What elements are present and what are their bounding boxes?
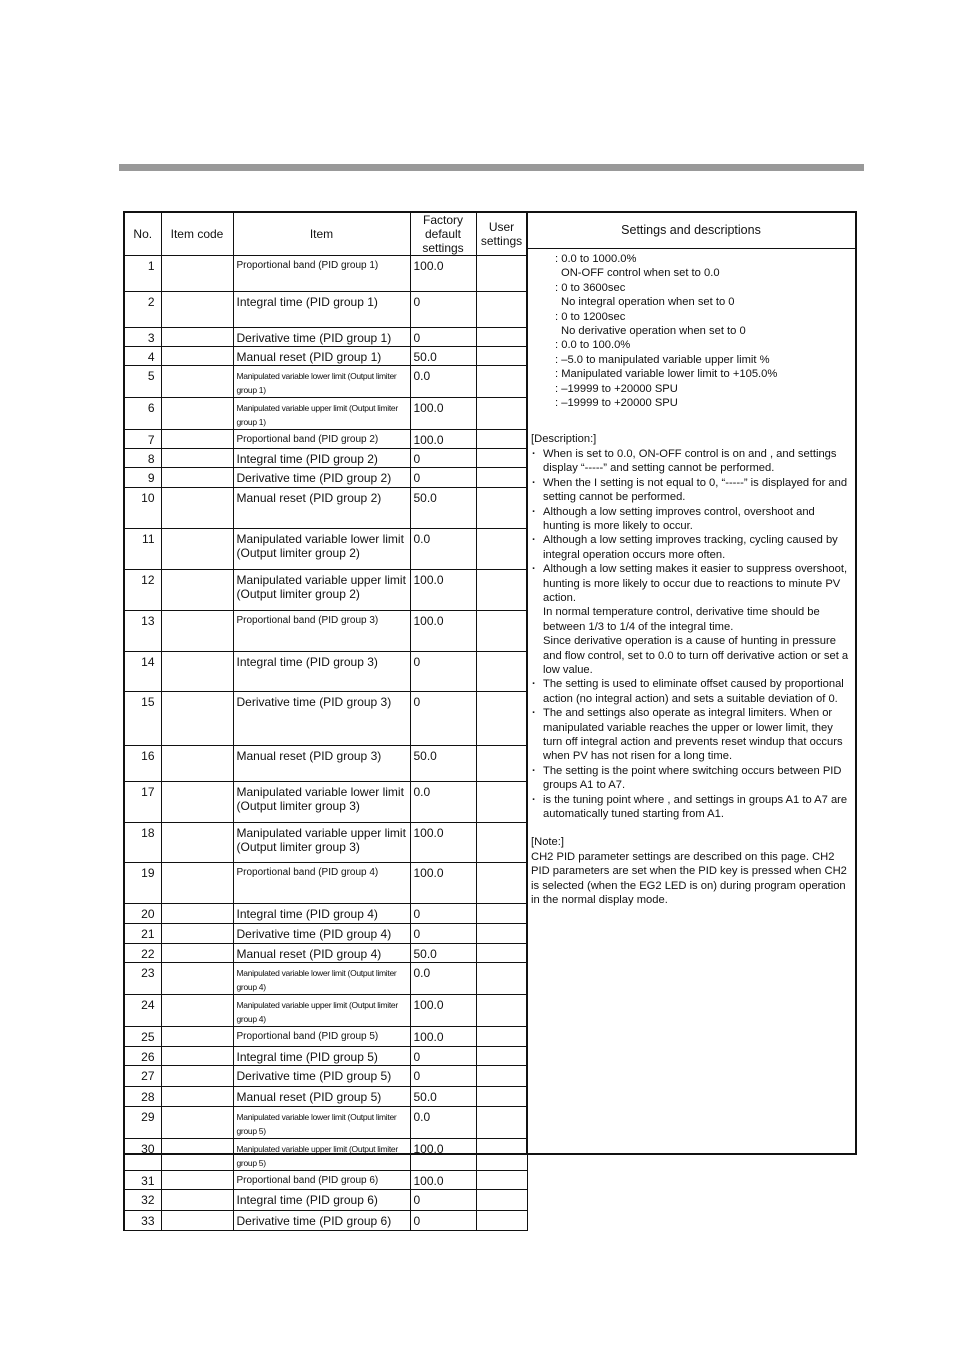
- row-number: 24: [124, 995, 161, 1027]
- description-item: · The setting is used to eliminate offset caused by proportional action (no integral action) and sets a suitable deviation of 0.: [531, 677, 855, 706]
- description-item: · When the I setting is not equal to 0, “-----” is displayed for and setting cannot be performed.: [531, 476, 855, 505]
- parameter-table: [123, 211, 528, 1231]
- row-number: 9: [124, 468, 161, 488]
- table-row: [124, 430, 527, 449]
- note-label: [Note:]: [531, 836, 564, 849]
- item-code-cell: [161, 328, 233, 347]
- factory-default-cell: 100.0: [410, 430, 476, 449]
- item-code-cell: [161, 1211, 233, 1231]
- item-code-cell: [161, 1139, 233, 1171]
- user-settings-cell: [476, 1139, 527, 1171]
- row-number: 1: [124, 256, 161, 292]
- range-line: : 0 to 1200sec: [555, 310, 626, 323]
- row-number: 3: [124, 328, 161, 347]
- user-settings-cell: [476, 746, 527, 782]
- item-cell: Proportional band (PID group 6): [233, 1171, 410, 1190]
- user-settings-cell: [476, 468, 527, 488]
- item-cell: Manipulated variable lower limit (Output limiter group 1): [233, 366, 410, 398]
- item-code-cell: [161, 1171, 233, 1190]
- user-settings-cell: [476, 1190, 527, 1211]
- row-number: 7: [124, 430, 161, 449]
- item-code-cell: [161, 430, 233, 449]
- user-settings-cell: [476, 449, 527, 468]
- factory-default-cell: 0.0: [410, 366, 476, 398]
- row-number: 30: [124, 1139, 161, 1171]
- table-row: [124, 292, 527, 328]
- factory-default-cell: 100.0: [410, 611, 476, 652]
- row-number: 10: [124, 488, 161, 529]
- description-block: [527, 432, 855, 907]
- range-line: No derivative operation when set to 0: [561, 325, 746, 338]
- item-code-cell: [161, 570, 233, 611]
- factory-default-cell: 0: [410, 652, 476, 692]
- table-row: [124, 328, 527, 347]
- table-row: [124, 1087, 527, 1107]
- table-header-row: [124, 212, 527, 256]
- description-continuation: Since derivative operation is a cause of hunting in pressure and flow control, set to 0.0 to turn off derivative action or set a low value.: [543, 635, 849, 676]
- item-cell: Proportional band (PID group 4): [233, 863, 410, 904]
- item-cell: Integral time (PID group 5): [233, 1047, 410, 1066]
- setting-ranges: [527, 249, 855, 410]
- item-cell: Integral time (PID group 2): [233, 449, 410, 468]
- row-number: 21: [124, 924, 161, 944]
- description-label: [Description:]: [531, 433, 597, 446]
- item-code-cell: [161, 823, 233, 863]
- description-item: · Although a low setting makes it easier to suppress overshoot, hunting is more likely to occur due to reactions to minute PV action.: [531, 562, 855, 605]
- item-code-cell: [161, 398, 233, 430]
- item-code-cell: [161, 995, 233, 1027]
- row-number: 5: [124, 366, 161, 398]
- item-cell: Manual reset (PID group 3): [233, 746, 410, 782]
- item-cell: Derivative time (PID group 4): [233, 924, 410, 944]
- description-item: · Although a low setting improves tracking, cycling caused by integral operation occurs more often.: [531, 533, 855, 562]
- item-code-cell: [161, 347, 233, 366]
- user-settings-cell: [476, 366, 527, 398]
- factory-default-cell: 0: [410, 924, 476, 944]
- range-line: : Manipulated variable lower limit to +105.0%: [555, 368, 778, 381]
- factory-default-cell: 100.0: [410, 863, 476, 904]
- description-item: · is the tuning point where , and settings in groups A1 to A7 are automatically tuned starting from A1.: [531, 793, 855, 822]
- table-row: [124, 366, 527, 398]
- factory-default-cell: 50.0: [410, 746, 476, 782]
- range-line: : 0.0 to 1000.0%: [555, 253, 637, 265]
- table-row: [124, 904, 527, 924]
- range-line: : –5.0 to manipulated variable upper limit %: [555, 353, 770, 366]
- table-row: [124, 746, 527, 782]
- item-cell: Derivative time (PID group 3): [233, 692, 410, 746]
- row-number: 4: [124, 347, 161, 366]
- range-line: : 0 to 3600sec: [555, 281, 626, 294]
- row-number: 28: [124, 1087, 161, 1107]
- user-settings-cell: [476, 1047, 527, 1066]
- table-row: [124, 944, 527, 963]
- table-row: [124, 347, 527, 366]
- item-code-cell: [161, 1107, 233, 1139]
- row-number: 13: [124, 611, 161, 652]
- description-item: · When is set to 0.0, ON-OFF control is on and , and settings display “-----” and setting cannot be performed.: [531, 447, 855, 476]
- range-line: : –19999 to +20000 SPU: [555, 382, 678, 395]
- item-code-cell: [161, 1027, 233, 1047]
- user-settings-cell: [476, 1171, 527, 1190]
- row-number: 25: [124, 1027, 161, 1047]
- range-line: : –19999 to +20000 SPU: [555, 397, 678, 410]
- item-cell: Manipulated variable upper limit (Output limiter group 2): [233, 570, 410, 611]
- factory-default-cell: 100.0: [410, 1171, 476, 1190]
- factory-default-cell: 0: [410, 1047, 476, 1066]
- table-row: [124, 963, 527, 995]
- table-row: [124, 611, 527, 652]
- item-cell: Derivative time (PID group 5): [233, 1066, 410, 1087]
- item-code-cell: [161, 904, 233, 924]
- description-item: · Although a low setting improves control, overshoot and hunting is more likely to occur.: [531, 505, 855, 534]
- item-cell: Manipulated variable upper limit (Output limiter group 1): [233, 398, 410, 430]
- settings-column: [526, 213, 855, 1153]
- user-settings-cell: [476, 692, 527, 746]
- user-settings-cell: [476, 1211, 527, 1231]
- factory-default-cell: 100.0: [410, 1027, 476, 1047]
- item-code-cell: [161, 944, 233, 963]
- row-number: 33: [124, 1211, 161, 1231]
- user-settings-cell: [476, 529, 527, 570]
- row-number: 14: [124, 652, 161, 692]
- row-number: 16: [124, 746, 161, 782]
- item-cell: Manipulated variable lower limit (Output limiter group 2): [233, 529, 410, 570]
- header-settings-descriptions: Settings and descriptions: [527, 213, 855, 249]
- row-number: 18: [124, 823, 161, 863]
- item-code-cell: [161, 1190, 233, 1211]
- table-row: [124, 782, 527, 823]
- user-settings-cell: [476, 398, 527, 430]
- table-row: [124, 570, 527, 611]
- table-row: [124, 823, 527, 863]
- factory-default-cell: 50.0: [410, 488, 476, 529]
- row-number: 15: [124, 692, 161, 746]
- item-code-cell: [161, 449, 233, 468]
- range-line: No integral operation when set to 0: [561, 296, 735, 309]
- factory-default-cell: 100.0: [410, 398, 476, 430]
- user-settings-cell: [476, 652, 527, 692]
- item-cell: Manipulated variable upper limit (Output limiter group 3): [233, 823, 410, 863]
- description-continuation: In normal temperature control, derivative time should be between 1/3 to 1/4 of the integral time.: [543, 606, 820, 633]
- row-number: 23: [124, 963, 161, 995]
- table-row: [124, 1047, 527, 1066]
- item-cell: Derivative time (PID group 2): [233, 468, 410, 488]
- user-settings-cell: [476, 347, 527, 366]
- header-item: Item: [233, 212, 410, 256]
- user-settings-cell: [476, 782, 527, 823]
- user-settings-cell: [476, 924, 527, 944]
- table-row: [124, 692, 527, 746]
- item-cell: Proportional band (PID group 2): [233, 430, 410, 449]
- description-item: · The setting is the point where switching occurs between PID groups A1 to A7.: [531, 764, 855, 793]
- item-cell: Integral time (PID group 6): [233, 1190, 410, 1211]
- table-row: [124, 1190, 527, 1211]
- factory-default-cell: 100.0: [410, 570, 476, 611]
- factory-default-cell: 100.0: [410, 1139, 476, 1171]
- factory-default-cell: 0: [410, 328, 476, 347]
- factory-default-cell: 50.0: [410, 1087, 476, 1107]
- item-code-cell: [161, 746, 233, 782]
- item-cell: Manipulated variable upper limit (Output limiter group 4): [233, 995, 410, 1027]
- row-number: 8: [124, 449, 161, 468]
- item-cell: Manipulated variable lower limit (Output limiter group 4): [233, 963, 410, 995]
- row-number: 26: [124, 1047, 161, 1066]
- item-code-cell: [161, 256, 233, 292]
- range-line: : 0.0 to 100.0%: [555, 339, 631, 352]
- table-row: [124, 488, 527, 529]
- user-settings-cell: [476, 488, 527, 529]
- item-cell: Manual reset (PID group 5): [233, 1087, 410, 1107]
- row-number: 6: [124, 398, 161, 430]
- item-cell: Manual reset (PID group 4): [233, 944, 410, 963]
- item-cell: Manipulated variable upper limit (Output limiter group 5): [233, 1139, 410, 1171]
- table-row: [124, 468, 527, 488]
- header-factory-default: Factory default settings: [410, 212, 476, 256]
- table-row: [124, 1107, 527, 1139]
- range-line: ON-OFF control when set to 0.0: [561, 267, 720, 280]
- item-code-cell: [161, 1066, 233, 1087]
- row-number: 2: [124, 292, 161, 328]
- item-code-cell: [161, 782, 233, 823]
- item-cell: Manual reset (PID group 1): [233, 347, 410, 366]
- row-number: 19: [124, 863, 161, 904]
- factory-default-cell: 0: [410, 692, 476, 746]
- item-cell: Proportional band (PID group 5): [233, 1027, 410, 1047]
- table-row: [124, 924, 527, 944]
- table-row: [124, 398, 527, 430]
- item-cell: Manipulated variable lower limit (Output limiter group 3): [233, 782, 410, 823]
- item-code-cell: [161, 1087, 233, 1107]
- user-settings-cell: [476, 823, 527, 863]
- factory-default-cell: 0: [410, 1190, 476, 1211]
- top-rule: [119, 164, 864, 171]
- item-code-cell: [161, 468, 233, 488]
- item-cell: Manipulated variable lower limit (Output limiter group 5): [233, 1107, 410, 1139]
- user-settings-cell: [476, 1107, 527, 1139]
- item-code-cell: [161, 529, 233, 570]
- user-settings-cell: [476, 944, 527, 963]
- factory-default-cell: 0: [410, 1211, 476, 1231]
- row-number: 22: [124, 944, 161, 963]
- item-code-cell: [161, 611, 233, 652]
- factory-default-cell: 0.0: [410, 1107, 476, 1139]
- item-cell: Manual reset (PID group 2): [233, 488, 410, 529]
- table-row: [124, 995, 527, 1027]
- table-row: [124, 1027, 527, 1047]
- factory-default-cell: 100.0: [410, 823, 476, 863]
- item-cell: Proportional band (PID group 3): [233, 611, 410, 652]
- user-settings-cell: [476, 1066, 527, 1087]
- user-settings-cell: [476, 904, 527, 924]
- user-settings-cell: [476, 430, 527, 449]
- user-settings-cell: [476, 570, 527, 611]
- row-number: 12: [124, 570, 161, 611]
- header-item-code: Item code: [161, 212, 233, 256]
- item-code-cell: [161, 488, 233, 529]
- item-cell: Derivative time (PID group 6): [233, 1211, 410, 1231]
- row-number: 27: [124, 1066, 161, 1087]
- user-settings-cell: [476, 328, 527, 347]
- factory-default-cell: 100.0: [410, 256, 476, 292]
- item-code-cell: [161, 924, 233, 944]
- factory-default-cell: 0: [410, 292, 476, 328]
- description-item: · The and settings also operate as integral limiters. When or manipulated variable reaches the upper or lower limit, they turn off integral action and prevents reset windup that occurs when PV has not risen for a long time.: [531, 706, 855, 764]
- row-number: 31: [124, 1171, 161, 1190]
- item-cell: Derivative time (PID group 1): [233, 328, 410, 347]
- factory-default-cell: 0: [410, 1066, 476, 1087]
- user-settings-cell: [476, 963, 527, 995]
- item-cell: Integral time (PID group 3): [233, 652, 410, 692]
- factory-default-cell: 0: [410, 468, 476, 488]
- item-cell: Integral time (PID group 1): [233, 292, 410, 328]
- table-row: [124, 529, 527, 570]
- item-code-cell: [161, 963, 233, 995]
- factory-default-cell: 0: [410, 904, 476, 924]
- factory-default-cell: 0.0: [410, 963, 476, 995]
- item-code-cell: [161, 1047, 233, 1066]
- row-number: 32: [124, 1190, 161, 1211]
- factory-default-cell: 50.0: [410, 347, 476, 366]
- factory-default-cell: 0.0: [410, 529, 476, 570]
- row-number: 11: [124, 529, 161, 570]
- table-row: [124, 449, 527, 468]
- item-code-cell: [161, 366, 233, 398]
- factory-default-cell: 0.0: [410, 782, 476, 823]
- note-text: CH2 PID parameter settings are described on this page. CH2 PID parameters are set when the PID key is pressed when CH2 is selected (when the EG2 LED is on) during program operation in the normal display mode.: [531, 850, 847, 907]
- row-number: 29: [124, 1107, 161, 1139]
- header-no: No.: [124, 212, 161, 256]
- table-row: [124, 1171, 527, 1190]
- user-settings-cell: [476, 256, 527, 292]
- item-code-cell: [161, 863, 233, 904]
- header-user-settings: User settings: [476, 212, 527, 256]
- table-row: [124, 1066, 527, 1087]
- table-row: [124, 652, 527, 692]
- item-code-cell: [161, 692, 233, 746]
- user-settings-cell: [476, 292, 527, 328]
- factory-default-cell: 100.0: [410, 995, 476, 1027]
- row-number: 20: [124, 904, 161, 924]
- item-cell: Integral time (PID group 4): [233, 904, 410, 924]
- user-settings-cell: [476, 863, 527, 904]
- table-row: [124, 256, 527, 292]
- factory-default-cell: 50.0: [410, 944, 476, 963]
- user-settings-cell: [476, 1087, 527, 1107]
- table-row: [124, 1139, 527, 1171]
- factory-default-cell: 0: [410, 449, 476, 468]
- user-settings-cell: [476, 995, 527, 1027]
- row-number: 17: [124, 782, 161, 823]
- table-row: [124, 1211, 527, 1231]
- table-row: [124, 863, 527, 904]
- user-settings-cell: [476, 611, 527, 652]
- table-body: [124, 256, 527, 1231]
- user-settings-cell: [476, 1027, 527, 1047]
- item-cell: Proportional band (PID group 1): [233, 256, 410, 292]
- item-code-cell: [161, 652, 233, 692]
- item-code-cell: [161, 292, 233, 328]
